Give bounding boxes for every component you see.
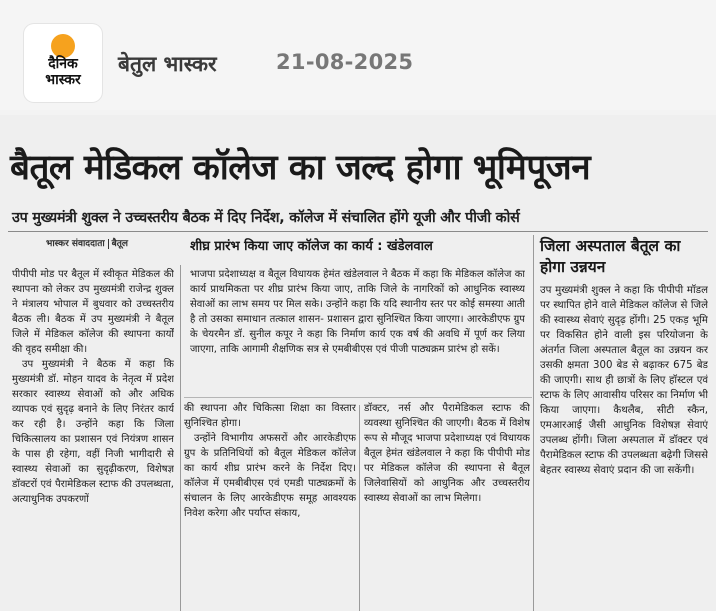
- article-column-1: [12, 267, 174, 611]
- paragraph: पीपीपी मोड पर बैतूल में स्वीकृत मेडिकल की स्थापना को लेकर उप मुख्यमंत्री राजेन्द्र शुक्ल ने मंत्रालय भोपाल में बुधवार को उच्चस्तरीय बैठक ली। बैठक में उप मुख्यमंत्री ने बैतूल जिले में मेडिकल कॉलेज की स्थापना कार्यों की वृहद समीक्षा की।: [12, 269, 174, 355]
- box-text-khandelwal: [190, 267, 525, 409]
- publication-date: 21-08-2025: [276, 50, 414, 74]
- box-heading-khandelwal: शीघ्र प्रारंभ किया जाए कॉलेज का कार्य : खंडेलवाल: [190, 239, 433, 254]
- paragraph: डॉक्टर, नर्स और पैरामेडिकल स्टाफ की व्यवस्था सुनिश्चित की जाएगी। बैठक में विशेष रूप से मौजूद भाजपा प्रदेशाध्यक्ष एवं विधायक बैतूल हेमंत खंडेलवाल ने कहा कि पीपीपी मोड पर मेडिकल कॉलेज की स्थापना से बैतूल जिलेवासियों को आधुनिक और उच्चस्तरीय स्वास्थ्य सेवाओं का लाभ मिलेगा।: [364, 403, 530, 504]
- column-divider-1: [180, 265, 181, 611]
- paragraph: उन्होंने विभागीय अफसरों और आरकेडीएफ ग्रुप के प्रतिनिधियों को बैतूल मेडिकल कॉलेज का कार्य शीघ्र प्रारंभ करने के निर्देश दिए। कॉलेज में एमबीबीएस एवं एमडी पाठ्यक्रमों के संचालन के लिए आरकेडीएफ समूह आवश्यक निवेश करेगा और पर्याप्त संकाय,: [184, 433, 356, 519]
- column-divider-3: [359, 405, 360, 611]
- paragraph: उप मुख्यमंत्री ने बैठक में कहा कि मुख्यमंत्री डॉ. मोहन यादव के नेतृत्व में प्रदेश सरकार स्वास्थ्य सेवाओं को और अधिक व्यापक एवं सुदृढ़ बनाने के लिए निरंतर कार्य कर रही है। उन्होंने कहा कि जिला चिकित्सालय का प्रशासन एवं नियंत्रण शासन के पास ही रहेगा, वहीं निजी भागीदारी से स्वास्थ्य सेवाओं का सुदृढ़ीकरण, विशेषज्ञ डॉक्टरों एवं पैरामेडिकल स्टाफ की उपलब्धता, अत्याधुनिक उपकरणों: [12, 359, 174, 505]
- box-text-district-hospital: [540, 283, 708, 611]
- column-divider-2: [533, 235, 534, 611]
- sun-icon: [51, 34, 75, 58]
- newspaper-clipping: [0, 115, 716, 611]
- article-column-2: [184, 401, 356, 611]
- byline-reporter: भास्कर संवाददाता: [46, 239, 105, 249]
- headline-divider: [8, 231, 708, 232]
- article-subheadline: उप मुख्यमंत्री शुक्ल ने उच्चस्तरीय बैठक में दिए निर्देश, कॉलेज में संचालित होंगे यूजी और पीजी कोर्स: [12, 210, 520, 226]
- byline-separator: [108, 239, 109, 249]
- paragraph: की स्थापना और चिकित्सा शिक्षा का विस्तार सुनिश्चित होगा।: [184, 403, 356, 429]
- article-headline: बैतूल मेडिकल कॉलेज का जल्द होगा भूमिपूजन: [10, 147, 591, 188]
- paragraph: उप मुख्यमंत्री शुक्ल ने कहा कि पीपीपी मॉडल पर स्थापित होने वाले मेडिकल कॉलेज से जिले की स्वास्थ्य सेवाएं सुदृढ़ होंगी। 25 एकड़ भूमि पर विकसित होने वाली इस परियोजना के अंतर्गत जिला अस्पताल बैतूल का उन्नयन कर उसकी क्षमता 300 बेड से बढ़ाकर 675 बेड की जाएगी। साथ ही छात्रों के लिए हॉस्टल एवं स्टाफ के लिए आवासीय परिसर का निर्माण भी किया जाएगा। कैथलैब, सीटी स्कैन, एमआरआई जैसी आधुनिक विशेषज्ञ सेवाएं उपलब्ध होंगी। जिला अस्पताल में डॉक्टर एवं पैरामेडिकल स्टाफ की उपलब्धता बढ़ेगी जिससे बेहतर स्वास्थ्य सेवाएं प्रदान की जा सकेंगी।: [540, 285, 708, 476]
- article-column-3: [364, 401, 530, 611]
- byline: [46, 236, 128, 249]
- dainik-bhaskar-logo[interactable]: [24, 24, 102, 102]
- byline-location: बैतूल: [111, 239, 129, 249]
- box-heading-district-hospital: जिला अस्पताल बैतूल का होगा उन्नयन: [540, 237, 681, 276]
- publication-name: बेतुल भास्कर: [118, 52, 217, 76]
- paragraph: भाजपा प्रदेशाध्यक्ष व बैतूल विधायक हेमंत खंडेलवाल ने बैठक में कहा कि मेडिकल कॉलेज का कार्य प्राथमिकता पर शीघ्र प्रारंभ किया जाए, ताकि जिले के नागरिकों को आधुनिक स्वास्थ्य सेवाओं का लाभ समय पर मिल सके। उन्होंने कहा कि यदि स्थानीय स्तर पर कोई समस्या आती है तो उसका समाधान तत्काल शासन- प्रशासन द्वारा सुनिश्चित किया जाएगा। आरकेडीएफ ग्रुप के चेयरमैन डॉ. सुनील कपूर ने कहा कि निर्माण कार्य एक वर्ष की अवधि में पूर्ण कर लिया जाएगा, ताकि आगामी शैक्षणिक सत्र से एमबीबीएस एवं पीजी पाठ्यक्रम प्रारंभ हो सकें।: [190, 269, 525, 355]
- logo-text-line1: दैनिक: [48, 56, 78, 72]
- page-header: [0, 0, 716, 110]
- logo-text-line2: भास्कर: [45, 72, 81, 88]
